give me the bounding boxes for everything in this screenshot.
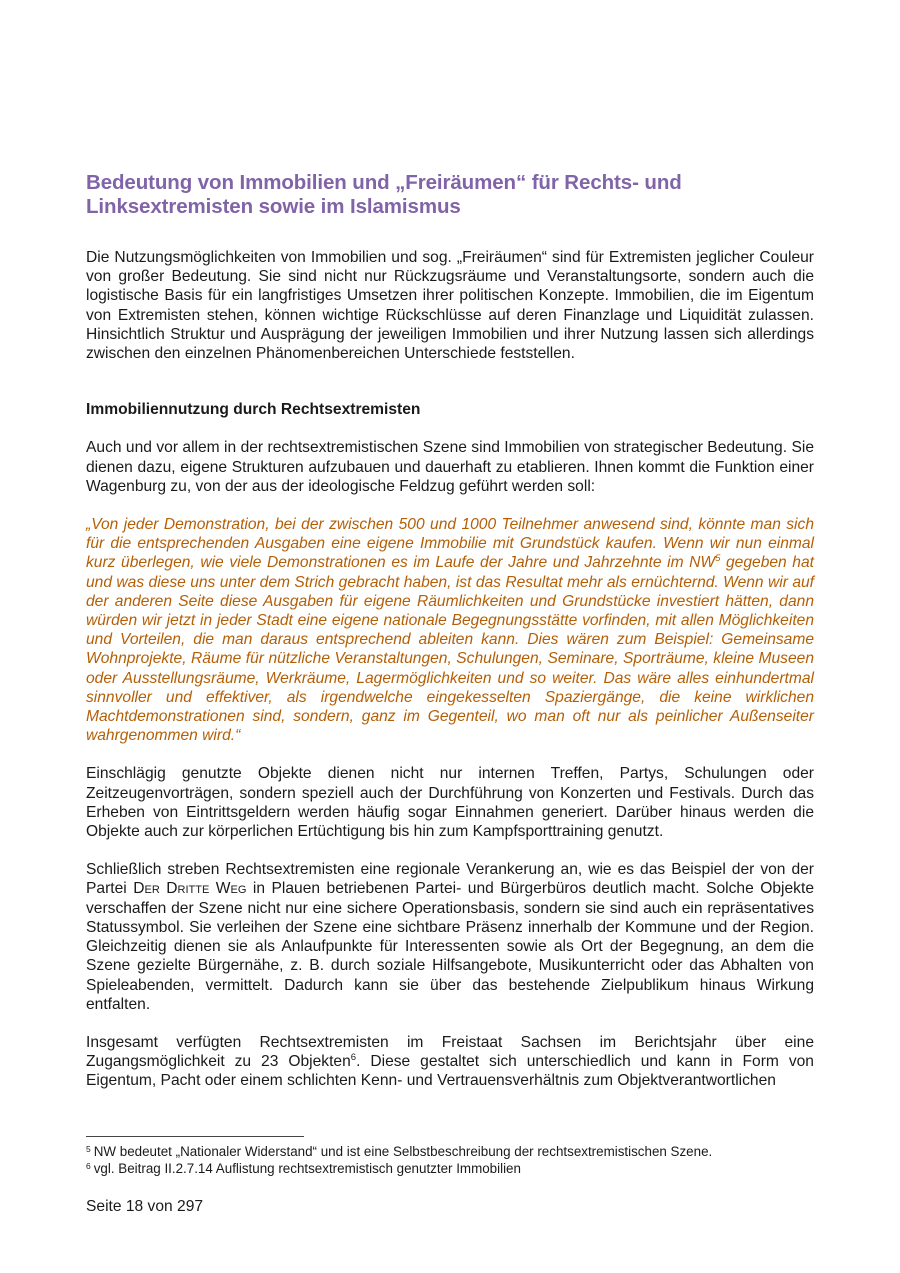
paragraph-summary-start: Insgesamt verfügten Rechtsextremisten im Freistaat Sachsen im Berichtsjahr über eine Zugangsmöglichkeit zu 23 Objekten — [86, 1033, 814, 1071]
quote-text-2: gegeben hat und was diese uns unter dem Strich gebracht haben, ist das Resultat mehr als ernüchternd. Wenn wir auf der anderen Seite diese Ausgaben für eigene Räumlichkeiten und Grundstücke investiert hätten, dann würden wir jetzt in jeder Stadt eine eigene nationale Begegnungsstätte vorfinden, mit allen Möglichkeiten und Vorteilen, die man daraus entsprechend ableiten kann. Dies wären zum Beispiel: Gemeinsame Wohnprojekte, Räume für nützliche Veranstaltungen, Schulungen, Seminare, Sporträume, kleine Museen oder Ausstellungsräume, Werkräume, Lagermöglichkeiten und so weiter. Das wäre alles einhundertmal sinnvoller und effektiver, als irgendwelche eingekesselten Spaziergänge, die keine wirklichen Machtdemonstrationen sind, sondern, ganz im Gegenteil, wo man oft nur als peinlicher Außenseiter wahrgenommen wird.“ — [86, 554, 814, 745]
paragraph-anchoring-end: in Plauen betriebenen Partei- und Bürgerbüros deutlich macht. Solche Objekte verschaffen der Szene nicht nur eine sichere Operationsbasis, sondern sie sind auch ein repräsentatives Statussymbol. Sie verleihen der Szene eine sichtbare Präsenz innerhalb der Kommune und der Region. Gleichzeitig dienen sie als Anlaufpunkte für Interessenten sowie als Ort der Begegnung, an dem die Szene gezielte Bürgernähe, z. B. durch soziale Hilfsangebote, Musikunterricht oder das Abhalten von Spieleabenden, vermittelt. Dadurch kann sie über das bestehende Zielpublikum hinaus Wirkung entfalten. — [86, 880, 814, 1013]
quote-text-1: „Von jeder Demonstration, bei der zwischen 500 und 1000 Teilnehmer anwesend sind, könnte man sich für die entsprechenden Ausgaben eine eigene Immobilie mit Grundstück kaufen. Wenn wir nun einmal kurz überlegen, wie viele Demonstrationen es im Laufe der Jahre und Jahrzehnte im NW — [86, 516, 814, 572]
page-content — [86, 171, 814, 1091]
party-name: Der Dritte Weg — [133, 880, 247, 898]
paragraph-objects: Einschlägig genutzte Objekte dienen nicht nur internen Treffen, Partys, Schulungen oder Zeitzeugenvorträgen, sondern speziell auch der Durchführung von Konzerten und Festivals. Durch das Erheben von Eintrittsgeldern werden häufig sogar Einnahmen generiert. Darüber hinaus werden die Objekte auch zur körperlichen Ertüchtigung bis hin zum Kampfsporttraining genutzt. — [86, 765, 814, 841]
footnote-divider — [86, 1136, 304, 1137]
intro-paragraph: Die Nutzungsmöglichkeiten von Immobilien und sog. „Freiräumen“ sind für Extremisten jeglicher Couleur von großer Bedeutung. Sie sind nicht nur Rückzugsräume und Veranstaltungsorte, sondern auch die logistische Basis für ein langfristiges Umsetzen ihrer politischen Konzepte. Immobilien, die im Eigentum von Extremisten stehen, können wichtige Rückschlüsse auf deren Finanzlage und Liquidität zulassen. Hinsichtlich Struktur und Ausprägung der jeweiligen Immobilien und ihrer Nutzung lassen sich allerdings zwischen den einzelnen Phänomenbereichen Unterschiede feststellen. — [86, 249, 814, 363]
page-number: Seite 18 von 297 — [86, 1198, 204, 1215]
footnote-number: 5 — [86, 1144, 91, 1154]
footnote-5 — [86, 1143, 814, 1160]
paragraph-anchoring-start: Schließlich streben Rechtsextremisten eine regionale Verankerung an, wie es das Beispiel der von der Partei — [86, 861, 814, 898]
footnote-ref-6[interactable]: 6 — [350, 1051, 357, 1063]
footnote-ref-5[interactable]: 5 — [715, 553, 721, 565]
footnote-text: vgl. Beitrag II.2.7.14 Auflistung rechtsextremistisch genutzter Immobilien — [93, 1161, 521, 1176]
footnote-text: NW bedeutet „Nationaler Widerstand“ und ist eine Selbstbeschreibung der rechtsextremistischen Szene. — [93, 1144, 713, 1159]
paragraph-summary-end: . Diese gestaltet sich unterschiedlich und kann in Form von Eigentum, Pacht oder einem schlichten Kenn- und Vertrauensverhältnis zum Objektverantwortlichen — [86, 1053, 814, 1090]
footnotes — [86, 1136, 814, 1177]
footnote-6 — [86, 1160, 814, 1177]
section-heading: Bedeutung von Immobilien und „Freiräumen“ für Rechts- und Linksextremisten sowie im Islamismus — [86, 171, 682, 218]
footnote-number: 6 — [86, 1161, 91, 1171]
subsection-heading: Immobiliennutzung durch Rechtsextremisten — [86, 401, 421, 419]
quote-block — [86, 515, 814, 745]
paragraph-anchoring — [86, 860, 814, 1014]
paragraph-strategic: Auch und vor allem in der rechtsextremistischen Szene sind Immobilien von strategischer Bedeutung. Sie dienen dazu, eigene Strukturen aufzubauen und dauerhaft zu etablieren. Ihnen kommt die Funktion einer Wagenburg zu, von der aus der ideologische Feldzug geführt werden soll: — [86, 439, 814, 495]
paragraph-summary — [86, 1033, 814, 1091]
